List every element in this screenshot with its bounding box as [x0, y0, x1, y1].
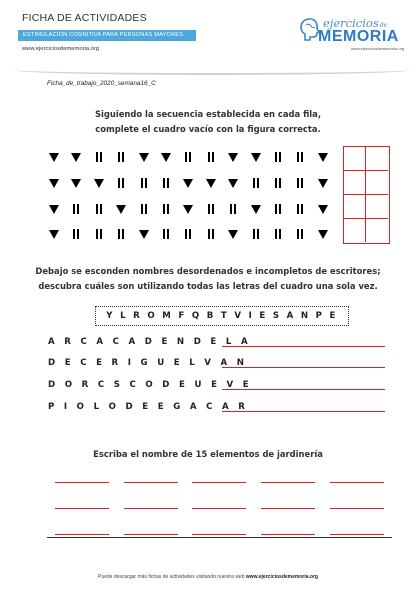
triangle-down-icon — [227, 176, 239, 190]
triangle-down-icon — [138, 150, 150, 164]
double-bar-icon — [294, 176, 306, 190]
triangle-down-icon — [48, 227, 60, 241]
answer-cell[interactable] — [344, 147, 366, 171]
subtitle-banner-text: ESTIMULACIÓN COGNITIVA PARA PERSONAS MAYORES — [23, 32, 184, 38]
double-bar-icon — [115, 227, 127, 241]
triangle-down-icon — [48, 150, 60, 164]
double-bar-icon — [160, 202, 172, 216]
garden-answer-blank[interactable] — [55, 508, 109, 509]
double-bar-icon — [182, 150, 194, 164]
subtitle-banner — [18, 30, 196, 41]
garden-answer-blank[interactable] — [55, 534, 109, 535]
triangle-down-icon — [115, 202, 127, 216]
answer-line[interactable] — [222, 411, 385, 412]
double-bar-icon — [70, 227, 82, 241]
triangle-down-icon — [250, 150, 262, 164]
garden-answer-blank[interactable] — [261, 482, 315, 483]
worksheet-title: FICHA DE ACTIVIDADES — [22, 12, 147, 24]
triangle-down-icon — [70, 150, 82, 164]
sequence-instructions — [0, 107, 416, 137]
double-bar-icon — [250, 176, 262, 190]
double-bar-icon — [205, 202, 217, 216]
garden-answer-blank[interactable] — [192, 482, 246, 483]
double-bar-icon — [272, 176, 284, 190]
triangle-down-icon — [317, 202, 329, 216]
garden-answer-blank[interactable] — [124, 482, 178, 483]
triangle-down-icon — [317, 176, 329, 190]
logo-word-memoria: MEMORIA — [318, 28, 399, 45]
garden-answer-blank[interactable] — [330, 508, 384, 509]
double-bar-icon — [115, 176, 127, 190]
double-bar-icon — [227, 202, 239, 216]
header-url: www.ejerciciosdememoria.org — [22, 46, 99, 52]
double-bar-icon — [160, 176, 172, 190]
garden-answer-blank[interactable] — [192, 534, 246, 535]
double-bar-icon — [205, 150, 217, 164]
garden-answer-blank[interactable] — [192, 508, 246, 509]
garden-instructions: Escriba el nombre de 15 elementos de jardinería — [93, 449, 323, 459]
file-name: Ficha_de_trabajo_2020_semana16_C — [47, 80, 156, 87]
footer-link[interactable]: www.ejerciciosdememoria.org — [245, 574, 318, 580]
double-bar-icon — [138, 176, 150, 190]
anagram-instruction-line: descubra cuáles son utilizando todas las letras del cuadro una sola vez. — [38, 281, 378, 291]
logo-word-ejercicios: ejerciciosde — [323, 16, 388, 30]
brand-logo — [296, 16, 414, 52]
anagram-word: P I O L O D E E G A C A R — [48, 402, 249, 412]
answer-line[interactable] — [222, 367, 385, 368]
triangle-down-icon — [182, 202, 194, 216]
triangle-down-icon — [317, 150, 329, 164]
double-bar-icon — [272, 150, 284, 164]
double-bar-icon — [294, 227, 306, 241]
anagram-instruction-line: Debajo se esconden nombres desordenados e incompletos de escritores; — [35, 266, 381, 276]
garden-answer-blank[interactable] — [261, 534, 315, 535]
footer-text: Puede descargar más fichas de actividades visitando nuestra web — [98, 574, 246, 580]
header-divider — [14, 65, 410, 75]
anagram-word: D O R C S C O D E U E V E — [48, 380, 252, 390]
double-bar-icon — [205, 227, 217, 241]
garden-answer-blank[interactable] — [124, 508, 178, 509]
double-bar-icon — [70, 202, 82, 216]
triangle-down-icon — [93, 176, 105, 190]
answer-cell[interactable] — [344, 171, 366, 195]
double-bar-icon — [138, 202, 150, 216]
double-bar-icon — [160, 227, 172, 241]
garden-answer-blank[interactable] — [124, 534, 178, 535]
triangle-down-icon — [227, 227, 239, 241]
answer-grid[interactable] — [343, 146, 390, 244]
triangle-down-icon — [227, 150, 239, 164]
triangle-down-icon — [70, 176, 82, 190]
double-bar-icon — [294, 150, 306, 164]
logo-url: www.ejerciciosdememoria.org — [351, 46, 405, 51]
sequence-instruction-line: complete el cuadro vacío con la figura correcta. — [95, 124, 321, 134]
footer — [0, 574, 416, 580]
triangle-down-icon — [138, 227, 150, 241]
double-bar-icon — [294, 202, 306, 216]
triangle-down-icon — [182, 176, 194, 190]
triangle-down-icon — [317, 227, 329, 241]
double-bar-icon — [272, 202, 284, 216]
letter-box: Y L R O M F Q B T V I E S A N P E — [95, 306, 349, 326]
double-bar-icon — [272, 227, 284, 241]
answer-line[interactable] — [222, 346, 385, 347]
answer-cell[interactable] — [366, 195, 388, 219]
double-bar-icon — [93, 150, 105, 164]
garden-answer-blank[interactable] — [261, 508, 315, 509]
answer-line[interactable] — [222, 389, 385, 390]
garden-answer-blank[interactable] — [330, 534, 384, 535]
double-bar-icon — [250, 227, 262, 241]
garden-answer-blank[interactable] — [55, 482, 109, 483]
anagram-instructions — [0, 264, 416, 294]
anagram-word: A R C A C A D E N D E L A — [48, 337, 251, 347]
triangle-down-icon — [205, 176, 217, 190]
bottom-divider — [47, 537, 392, 538]
answer-cell[interactable] — [366, 171, 388, 195]
answer-cell[interactable] — [366, 147, 388, 171]
anagram-word: D E C E R I G U E L V A N — [48, 358, 248, 368]
double-bar-icon — [93, 227, 105, 241]
garden-answer-blank[interactable] — [330, 482, 384, 483]
triangle-down-icon — [48, 176, 60, 190]
answer-cell[interactable] — [366, 219, 388, 243]
double-bar-icon — [115, 150, 127, 164]
triangle-down-icon — [250, 202, 262, 216]
answer-cell[interactable] — [344, 195, 366, 219]
triangle-down-icon — [160, 150, 172, 164]
double-bar-icon — [182, 227, 194, 241]
answer-cell[interactable] — [344, 219, 366, 243]
sequence-instruction-line: Siguiendo la secuencia establecida en cada fila, — [94, 109, 322, 119]
double-bar-icon — [93, 202, 105, 216]
triangle-down-icon — [48, 202, 60, 216]
